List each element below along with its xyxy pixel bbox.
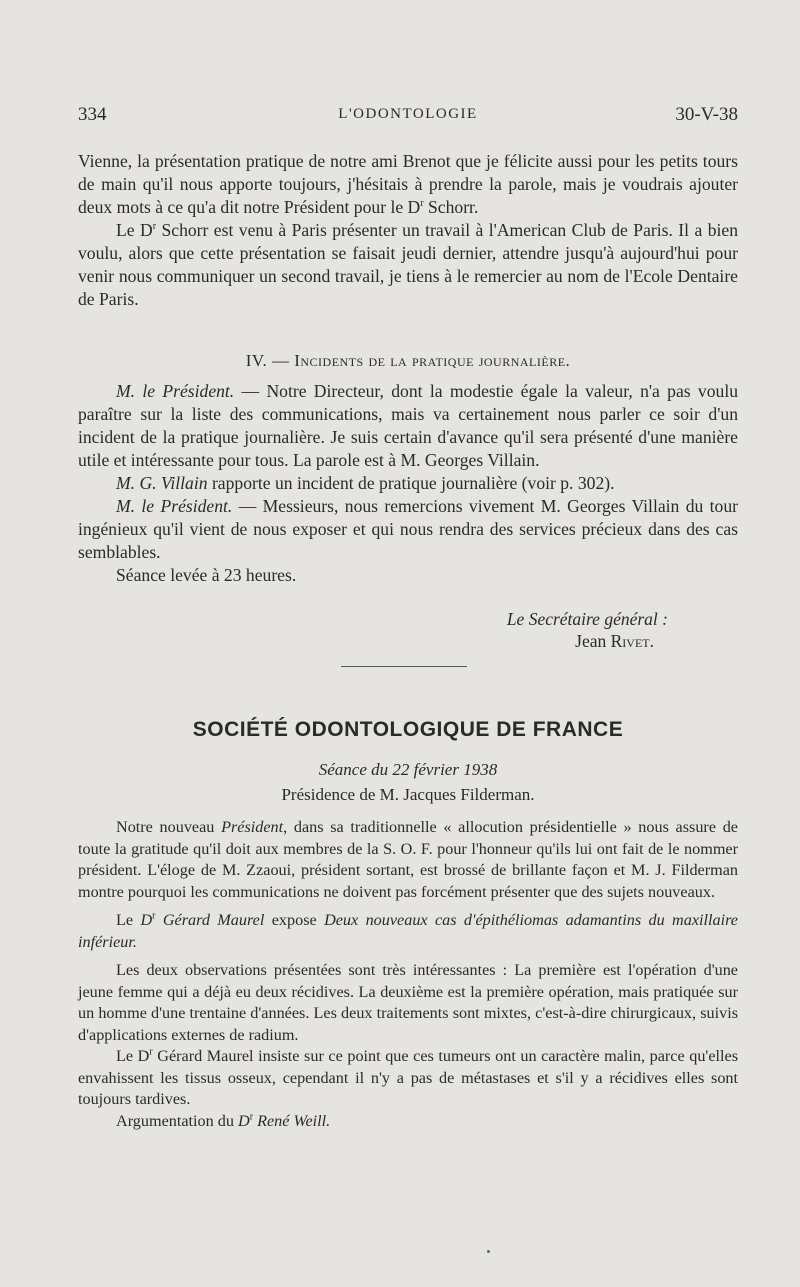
text-block-top [78, 150, 738, 311]
print-speck [487, 1250, 490, 1253]
signature-role: Le Secrétaire général : [506, 609, 668, 629]
journal-title: L'ODONTOLOGIE [338, 106, 478, 122]
signature-name: Jean Rivet. [575, 631, 654, 651]
paragraph-5: M. le Président. — Messieurs, nous remercions vivement M. Georges Villain du tour ingénieux qu'il vient de nous exposer et qui nous rendra des services précieux dans des cas semblables. [78, 496, 738, 562]
signature [78, 608, 668, 652]
paragraph-1: Vienne, la présentation pratique de notre ami Brenot que je félicite aussi pour les petits tours de main qu'il nous apporte toujours, j'hésitais à prendre la parole, mais je voudrais ajouter deux mots à ce qu'a dit notre Président pour le $D^r$ Schorr. [78, 151, 738, 217]
issue-date: 30-V-38 [675, 104, 738, 125]
text-block-middle [78, 380, 738, 587]
paragraph-2: Le $D^r$ Schorr est venu à Paris présenter un travail à l'American Club de Paris. Il a bien voulu, alors que cette présentation se faisait jeudi dernier, attendre jusqu'à aujourd'hui pour venir nous communiquer un second travail, je tiens à le remercier au nom de l'Ecole Dentaire de Paris. [78, 220, 738, 309]
paragraph-6: Séance levée à 23 heures. [116, 565, 297, 585]
section-heading: IV. — Incidents de la pratique journalière. [245, 351, 571, 370]
page-number: 334 [78, 104, 107, 125]
paragraph-3: M. le Président. — Notre Directeur, dont la modestie égale la valeur, n'a pas voulu paraître sur la liste des communications, mais va certainement nous parler ce soir d'un incident de la pratique journalière. Je suis certain d'avance qu'il sera présenté d'une manière utile et intéressante pour tous. La parole est à M. Georges Villain. [78, 381, 739, 470]
paragraph-7: Notre nouveau Président, dans sa traditionnelle « allocution présidentielle » nous assure de toute la gratitude qu'il doit aux membres de la S. O. F. pour l'honneur qu'ils lui ont fait de le nommer président. L'éloge de M. Zzaoui, président sortant, est brossé de brillante façon et M. J. Filderman montre pourquoi les communications ne doivent pas forcément présenter que des sujets nouveaux. [78, 818, 738, 901]
paragraph-11: Argumentation du $D^r$ René Weill. [116, 1111, 331, 1130]
paragraph-10: Le $D^r$ Gérard Maurel insiste sur ce point que ces tumeurs ont un caractère malin, parce qu'elles envahissent les tissus osseux, cependant il n'y a pas de métastases et s'il y a récidives elles sont toujours tardives. [78, 1046, 738, 1108]
paragraph-9: Les deux observations présentées sont très intéressantes : La première est l'opération d'une jeune femme qui a déjà eu deux récidives. La deuxième est la première opération, mais pratiquée sur un homme d'une trentaine d'années. Les deux traitements sont mixtes, c'est-à-dire chirurgicaux, suivis d'applications externes de radium. [78, 961, 738, 1044]
presidence: Présidence de M. Jacques Filderman. [281, 785, 535, 804]
text-block-bottom [78, 817, 738, 1132]
society-title: SOCIÉTÉ ODONTOLOGIQUE DE FRANCE [192, 718, 624, 741]
paragraph-8: Le $D^r$ Gérard Maurel expose Deux nouveaux cas d'épithéliomas adamantins du maxillaire inférieur. [78, 910, 738, 951]
running-head [78, 104, 738, 128]
paragraph-4: M. G. Villain rapporte un incident de pratique journalière (voir p. 302). [116, 473, 615, 493]
seance-date: Séance du 22 février 1938 [318, 760, 498, 779]
section-divider [341, 666, 467, 667]
